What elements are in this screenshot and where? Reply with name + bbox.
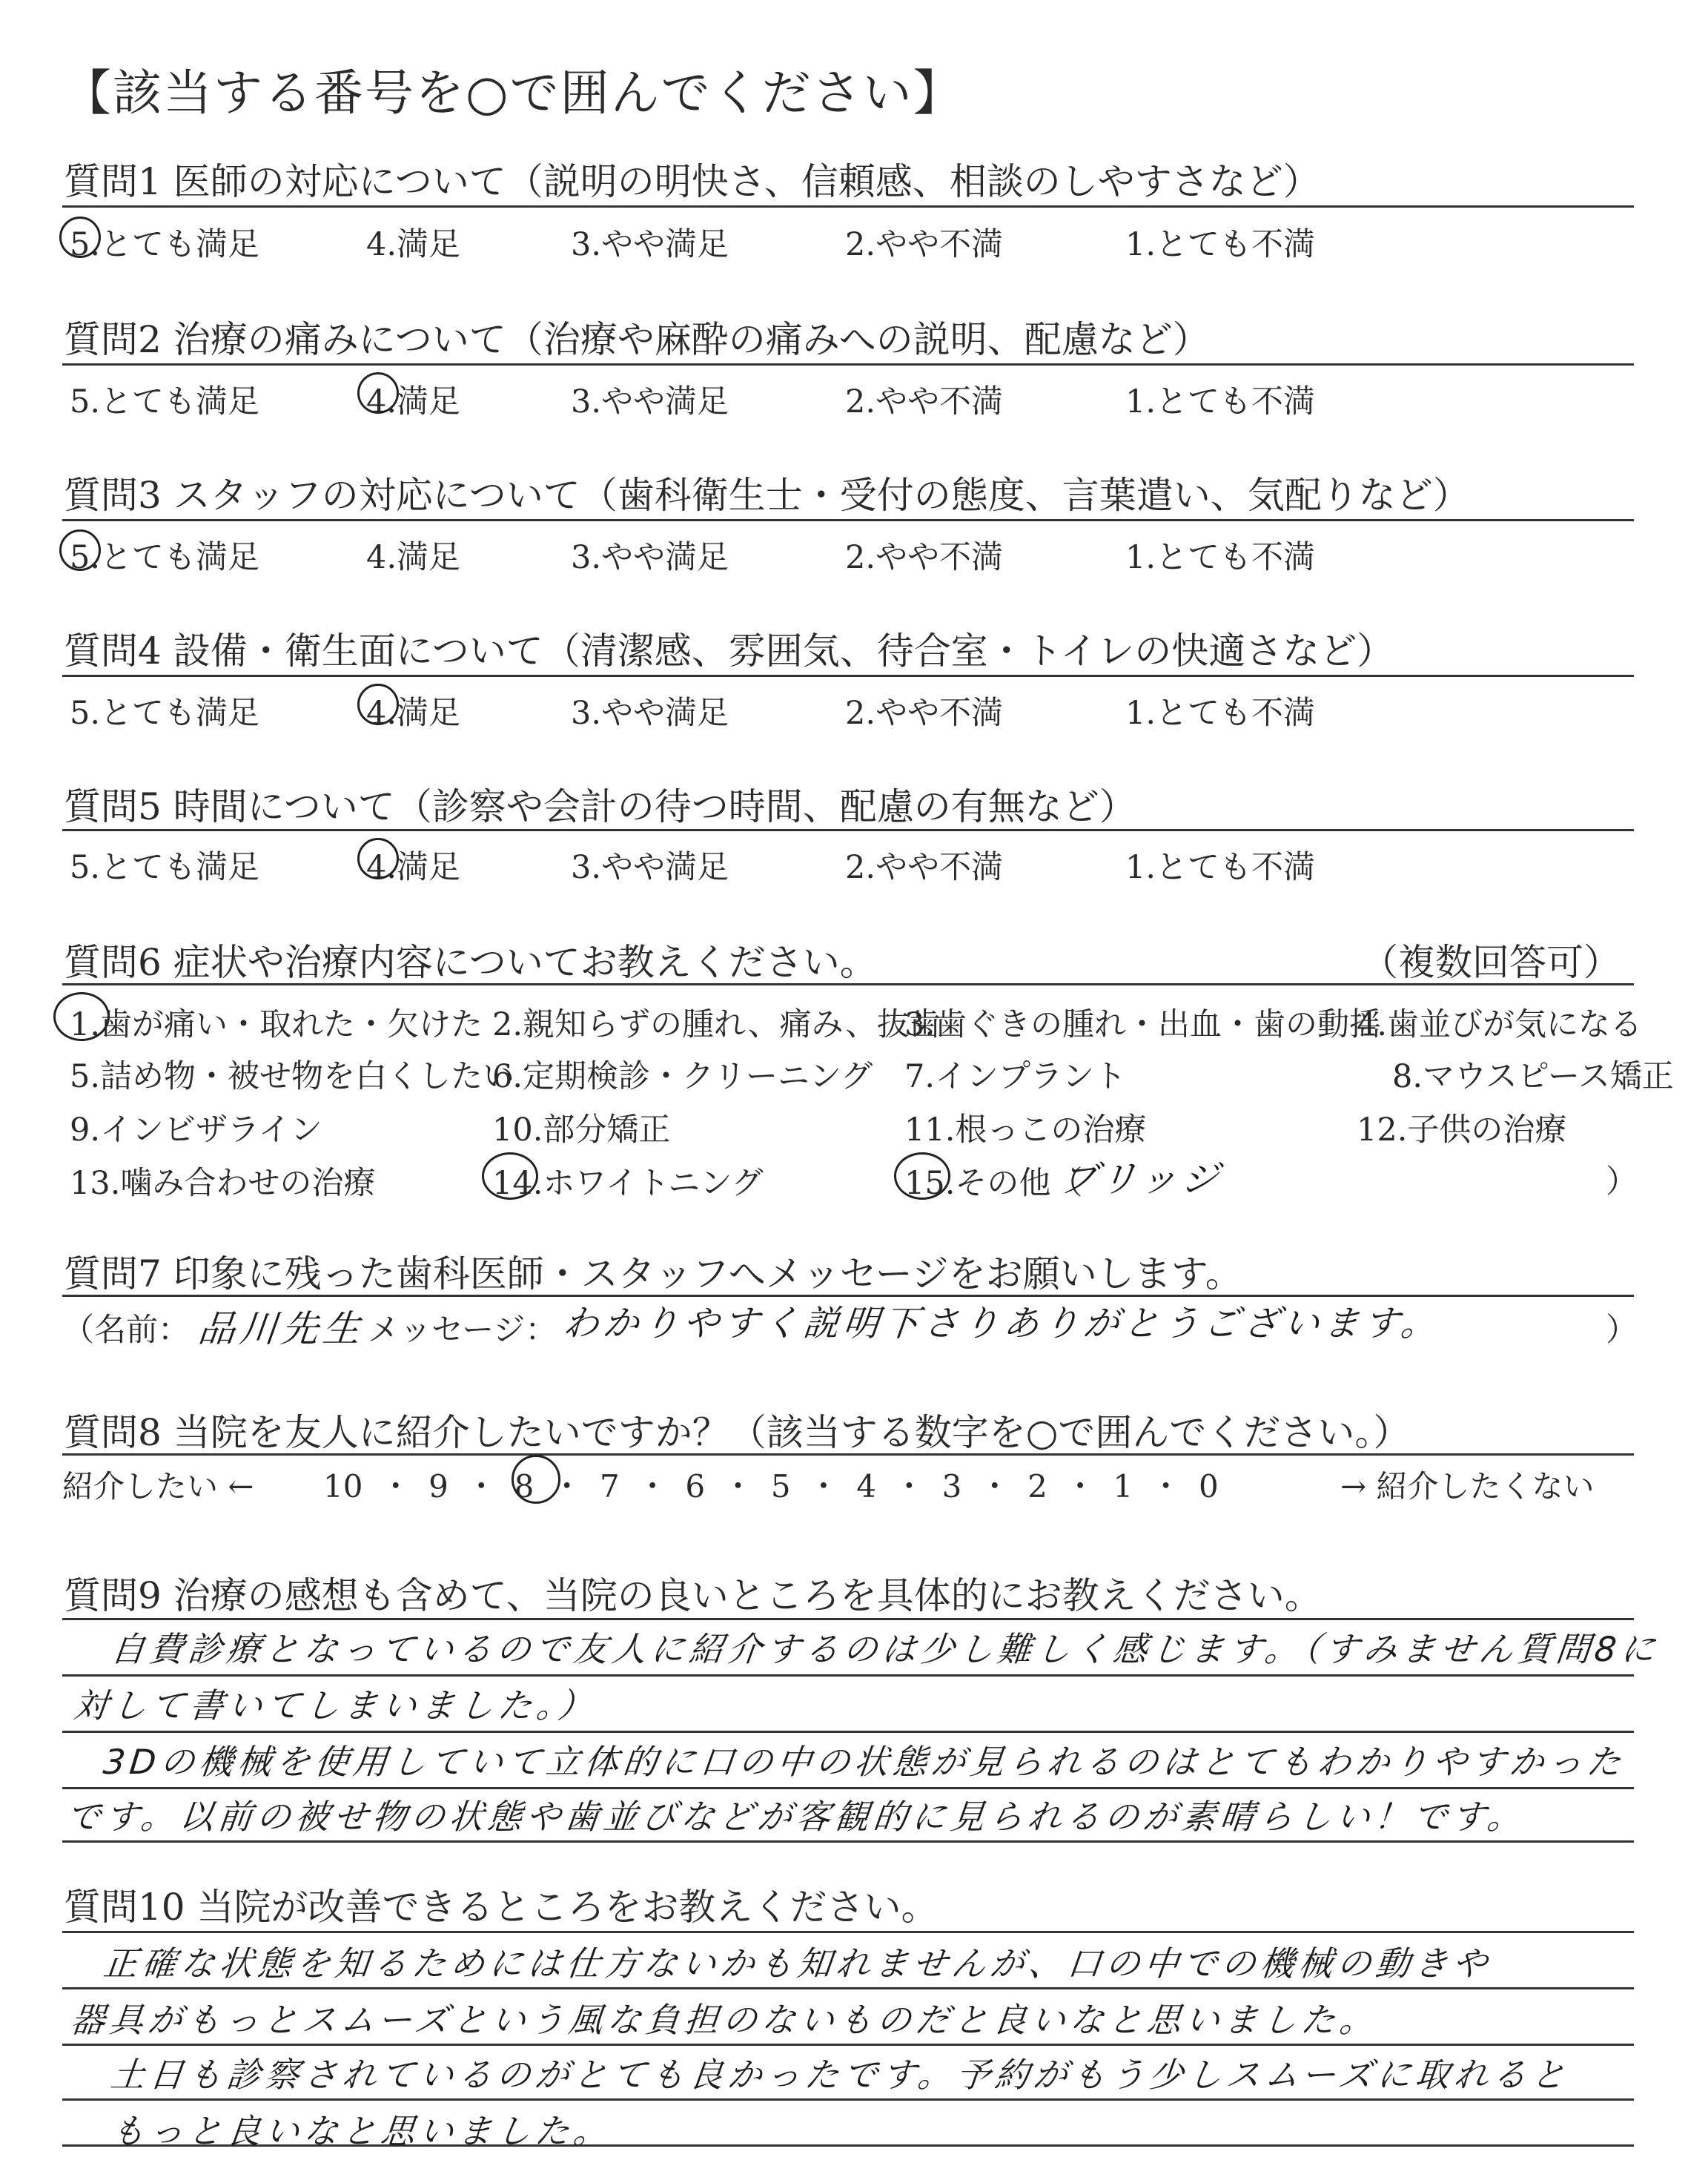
circle-mark (482, 1152, 538, 1200)
option-5[interactable]: 5.とても満足 (70, 383, 260, 420)
option-4-circled[interactable]: 4.満足 (366, 377, 460, 422)
answer-line (62, 1674, 1634, 1677)
circle-mark (894, 1152, 950, 1200)
q9-answer-line-2: 対して書いてしまいました。） (71, 1685, 599, 1725)
option-5-circled[interactable]: 5.とても満足 (70, 532, 259, 578)
q9-answer-line-1: 自費診療となっているので友人に紹介するのは少し難しく感じます。（すみません質問8に (108, 1629, 1662, 1669)
option-1[interactable]: 1.とても不満 (1125, 226, 1316, 263)
question-1-title: 質問1 医師の対応について（説明の明快さ、信頼感、相談のしやすさなど） (64, 160, 1320, 203)
q6-option-4[interactable]: 4.歯並びが気になる (1357, 1006, 1643, 1043)
q6-option-13[interactable]: 13.噛み合わせの治療 (70, 1165, 376, 1202)
q10-answer-line-2: 器具がもっとスムーズという風な負担のないものだと良いなと思いました。 (68, 2000, 1380, 2040)
answer-line (62, 2098, 1634, 2101)
q6-option-3[interactable]: 3.歯ぐきの腫れ・出血・歯の動揺 (904, 1006, 1382, 1043)
option-5-circled[interactable]: 5.とても満足 (70, 219, 259, 265)
q10-answer-line-4: もっと良いなと思いました。 (108, 2111, 615, 2151)
message-label: メッセージ： (368, 1312, 557, 1349)
option-2[interactable]: 2.やや不満 (845, 226, 1004, 263)
message-close-paren: ） (1606, 1312, 1638, 1349)
q6-option-5[interactable]: 5.詰め物・被せ物を白くしたい (70, 1058, 515, 1095)
multiple-answer-note: （複数回答可） (1361, 941, 1621, 984)
option-1[interactable]: 1.とても不満 (1125, 849, 1316, 886)
option-4[interactable]: 4.満足 (366, 226, 461, 263)
option-2[interactable]: 2.やや不満 (845, 383, 1004, 420)
name-value-handwritten: 品川先生 (196, 1307, 367, 1350)
option-2[interactable]: 2.やや不満 (845, 539, 1004, 576)
message-value-handwritten: わかりやすく説明下さりありがとうございます。 (560, 1303, 1443, 1344)
recommend-scale[interactable]: 10 ・ 9 ・ 8 ・ 7 ・ 6 ・ 5 ・ 4 ・ 3 ・ 2 ・ 1 ・ 0 (323, 1468, 1219, 1505)
divider (62, 363, 1634, 366)
option-4-circled[interactable]: 4.満足 (366, 842, 460, 888)
divider (62, 519, 1634, 521)
question-4-title: 質問4 設備・衛生面について（清潔感、雰囲気、待合室・トイレの快適さなど） (64, 630, 1394, 673)
q9-answer-line-3: 3Dの機械を使用していて立体的に口の中の状態が見られるのはとてもわかりやすかった (101, 1742, 1628, 1782)
option-3[interactable]: 3.やや満足 (571, 383, 729, 420)
option-3[interactable]: 3.やや満足 (571, 226, 729, 263)
circle-mark (357, 838, 399, 879)
answer-line (62, 1618, 1634, 1620)
question-3-title: 質問3 スタッフの対応について（歯科衛生士・受付の態度、言葉遣い、気配りなど） (64, 474, 1470, 517)
answer-line (62, 2044, 1634, 2046)
divider (62, 829, 1634, 831)
question-7-title: 質問7 印象に残った歯科医師・スタッフへメッセージをお願いします。 (64, 1252, 1242, 1295)
q6-option-9[interactable]: 9.インビザライン (70, 1112, 322, 1149)
circle-mark (357, 372, 399, 414)
circle-mark (59, 529, 101, 571)
other-answer-handwritten: ブリッジ (1057, 1157, 1225, 1200)
option-2[interactable]: 2.やや不満 (845, 849, 1004, 886)
q6-option-14-circled[interactable]: 14.ホワイトニング (492, 1158, 764, 1203)
q6-option-6[interactable]: 6.定期検診・クリーニング (492, 1058, 873, 1095)
q6-option-2[interactable]: 2.親知らずの腫れ、痛み、抜歯 (492, 1006, 941, 1043)
circle-mark-8 (512, 1455, 560, 1504)
divider (62, 1453, 1634, 1456)
circle-mark (59, 217, 101, 258)
option-4[interactable]: 4.満足 (366, 539, 461, 576)
option-5[interactable]: 5.とても満足 (70, 695, 260, 732)
recommend-right-label: → 紹介したくない (1340, 1468, 1595, 1505)
answer-line (62, 1987, 1634, 1989)
question-6-title: 質問6 症状や治療内容についてお教えください。 (64, 941, 877, 984)
option-2[interactable]: 2.やや不満 (845, 695, 1004, 732)
q6-option-1-circled[interactable]: 1.歯が痛い・取れた・欠けた (70, 1000, 483, 1045)
q10-answer-line-3: 土日も診察されているのがとても良かったです。予約がもう少しスムーズに取れると (108, 2055, 1572, 2095)
divider (62, 983, 1634, 985)
circle-mark (53, 992, 110, 1041)
q6-option-11[interactable]: 11.根っこの治療 (904, 1112, 1147, 1149)
option-1[interactable]: 1.とても不満 (1125, 695, 1316, 732)
divider (62, 675, 1634, 677)
page-heading: 【該当する番号を○で囲んでください】 (62, 65, 964, 122)
q10-answer-line-1: 正確な状態を知るためには仕方ないかも知れませんが、口の中での機械の動きや (101, 1943, 1494, 1984)
question-10-title: 質問10 当院が改善できるところをお教えください。 (64, 1886, 939, 1929)
option-5[interactable]: 5.とても満足 (70, 849, 260, 886)
option-1[interactable]: 1.とても不満 (1125, 539, 1316, 576)
question-2-title: 質問2 治療の痛みについて（治療や麻酔の痛みへの説明、配慮など） (64, 318, 1210, 361)
option-3[interactable]: 3.やや満足 (571, 849, 729, 886)
name-label: （名前： (62, 1312, 190, 1349)
question-5-title: 質問5 時間について（診察や会計の待つ時間、配慮の有無など） (64, 785, 1136, 828)
answer-line (62, 1731, 1634, 1733)
option-4-circled[interactable]: 4.満足 (366, 688, 460, 733)
circle-mark (357, 684, 399, 725)
answer-line (62, 1840, 1634, 1843)
option-3[interactable]: 3.やや満足 (571, 539, 729, 576)
recommend-left-label: 紹介したい ← (62, 1468, 254, 1505)
q6-option-12[interactable]: 12.子供の治療 (1357, 1112, 1567, 1149)
q6-option-7[interactable]: 7.インプラント (904, 1058, 1127, 1095)
divider (62, 205, 1634, 208)
q6-option-15-circled[interactable]: 15.その他（ (904, 1158, 1082, 1203)
option-1[interactable]: 1.とても不満 (1125, 383, 1316, 420)
question-9-title: 質問9 治療の感想も含めて、当院の良いところを具体的にお教えください。 (64, 1574, 1322, 1617)
answer-line (62, 1787, 1634, 1789)
q9-answer-line-4: です。以前の被せ物の状態や歯並びなどが客観的に見られるのが素晴らしい！です。 (64, 1797, 1529, 1837)
answer-line (62, 1931, 1634, 1933)
q6-option-8[interactable]: 8.マウスピース矯正 (1392, 1058, 1674, 1095)
q6-option-10[interactable]: 10.部分矯正 (492, 1112, 671, 1149)
question-8-title: 質問8 当院を友人に紹介したいですか？（該当する数字を○で囲んでください。） (64, 1411, 1411, 1454)
option-3[interactable]: 3.やや満足 (571, 695, 729, 732)
other-close-paren: ） (1606, 1163, 1638, 1200)
